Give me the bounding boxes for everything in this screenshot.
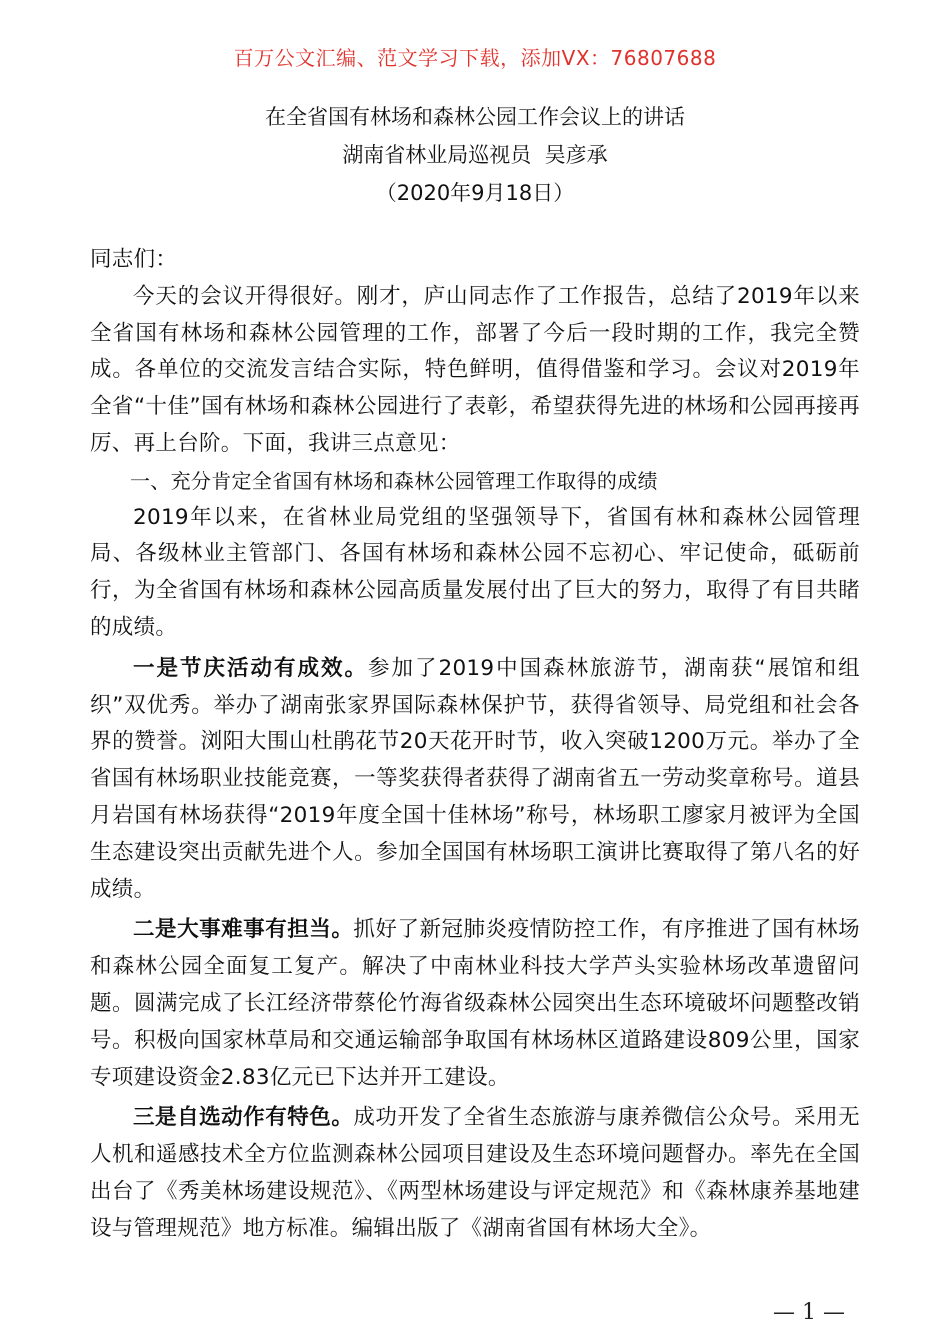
- paragraph-features: [90, 1100, 860, 1247]
- paragraph-responsibility: [90, 912, 860, 1096]
- paragraph-achievements: 2019年以来，在省林业局党组的坚强领导下，省国有林和森林公园管理局、各级林业主管部门、各国有林场和森林公园不忘初心、牢记使命，砥砺前行，为全省国有林场和森林公园高质量发展付出了巨大的努力，取得了有目共睹的成绩。: [90, 504, 860, 640]
- paragraph-responsibility-lead: 二是大事难事有担当。: [133, 917, 354, 943]
- paragraph-intro: 今天的会议开得很好。刚才，庐山同志作了工作报告，总结了2019年以来全省国有林场和森林公园管理的工作，部署了今后一段时期的工作，我完全赞成。各单位的交流发言结合实际，特色鲜明，值得借鉴和学习。会议对2019年全省“十佳”国有林场和森林公园进行了表彰，希望获得先进的林场和公园再接再厉、再上台阶。下面，我讲三点意见：: [90, 283, 860, 456]
- page-number: [0, 1300, 950, 1325]
- section-heading-1: 一、充分肯定全省国有林场和森林公园管理工作取得的成绩: [130, 468, 658, 493]
- paragraph-features-lead: 三是自选动作有特色。: [133, 1105, 354, 1131]
- title-block: [0, 98, 950, 212]
- paragraph-responsibility-text: 抓好了新冠肺炎疫情防控工作，有序推进了国有林场和森林公园全面复工复产。解决了中南林业科技大学芦头实验林场改革遗留问题。圆满完成了长江经济带蔡伦竹海省级森林公园突出生态环境破坏问题整改销号。积极向国家林草局和交通运输部争取国有林场林区道路建设809公里，国家专项建设资金2.83亿元已下达并开工建设。: [90, 917, 860, 1090]
- paragraph-festivals-text: 参加了2019中国森林旅游节，湖南获“展馆和组织”双优秀。举办了湖南张家界国际森林保护节，获得省领导、局党组和社会各界的赞誉。浏阳大围山杜鹃花节20天花开时节，收入突破1200万元。举办了全省国有林场职业技能竞赛，一等奖获得者获得了湖南省五一劳动奖章称号。道县月岩国有林场获得“2019年度全国十佳林场”称号，林场职工廖家月被评为全国生态建设突出贡献先进个人。参加全国国有林场职工演讲比赛取得了第八名的好成绩。: [90, 655, 860, 902]
- paragraph-features-text: 成功开发了全省生态旅游与康养微信公众号。采用无人机和遥感技术全方位监测森林公园项目建设及生态环境问题督办。率先在全国出台了《秀美林场建设规范》、《两型林场建设与评定规范》和《森林康养基地建设与管理规范》地方标准。编辑出版了《湖南省国有林场大全》。: [90, 1105, 860, 1241]
- speech-date: （2020年9月18日）: [375, 181, 575, 205]
- paragraph-festivals: [90, 651, 860, 909]
- salutation: 同志们：: [90, 247, 178, 272]
- watermark-banner: 百万公文汇编、范文学习下载，添加VX：76807688: [233, 46, 717, 70]
- speaker-line: 湖南省林业局巡视员 吴彦承: [342, 143, 608, 167]
- paragraph-festivals-lead: 一是节庆活动有成效。: [133, 655, 368, 681]
- speech-body: [90, 242, 860, 1248]
- page-number-text: — 1 —: [773, 1300, 845, 1325]
- speech-title: 在全省国有林场和森林公园工作会议上的讲话: [265, 105, 685, 129]
